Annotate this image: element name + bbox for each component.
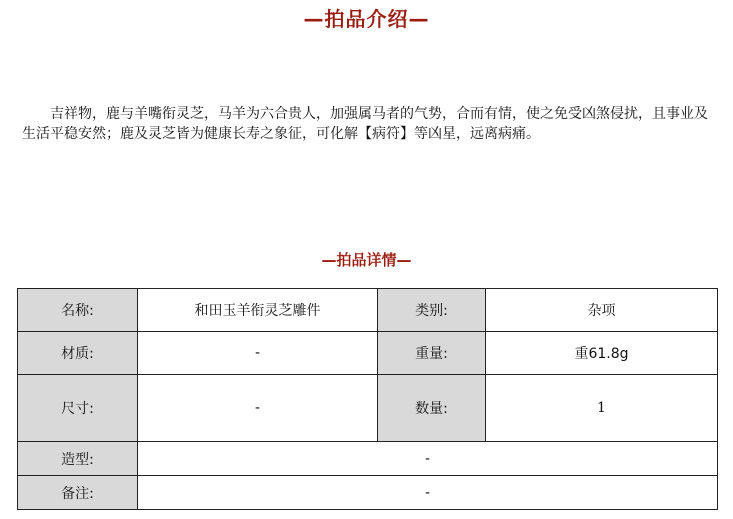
shape-label: 造型: — [18, 442, 138, 476]
table-row — [18, 289, 718, 332]
shape-value: - — [138, 442, 718, 476]
quantity-value: 1 — [486, 375, 718, 442]
material-label: 材质: — [18, 332, 138, 375]
quantity-label: 数量: — [378, 375, 486, 442]
table-row — [18, 476, 718, 510]
table-row — [18, 375, 718, 442]
remark-value: - — [138, 476, 718, 510]
material-value: - — [138, 332, 378, 375]
details-section-title: —拍品详情— — [321, 251, 412, 269]
name-label: 名称: — [18, 289, 138, 332]
category-label: 类别: — [378, 289, 486, 332]
category-value: 杂项 — [486, 289, 718, 332]
intro-section-title: —拍品介绍— — [303, 7, 430, 31]
size-label: 尺寸: — [18, 375, 138, 442]
table-row — [18, 332, 718, 375]
intro-description: 吉祥物，鹿与羊嘴衔灵芝，马羊为六合贵人，加强属马者的气势，合而有情，使之免受凶煞侵扰，且事业及生活平稳安然；鹿及灵芝皆为健康长寿之象征，可化解【病符】等凶星，远离病痛。 — [22, 106, 708, 142]
table-row — [18, 442, 718, 476]
details-table — [17, 288, 718, 510]
size-value: - — [138, 375, 378, 442]
weight-label: 重量: — [378, 332, 486, 375]
weight-value: 重61.8g — [486, 332, 718, 375]
name-value: 和田玉羊衔灵芝雕件 — [138, 289, 378, 332]
remark-label: 备注: — [18, 476, 138, 510]
